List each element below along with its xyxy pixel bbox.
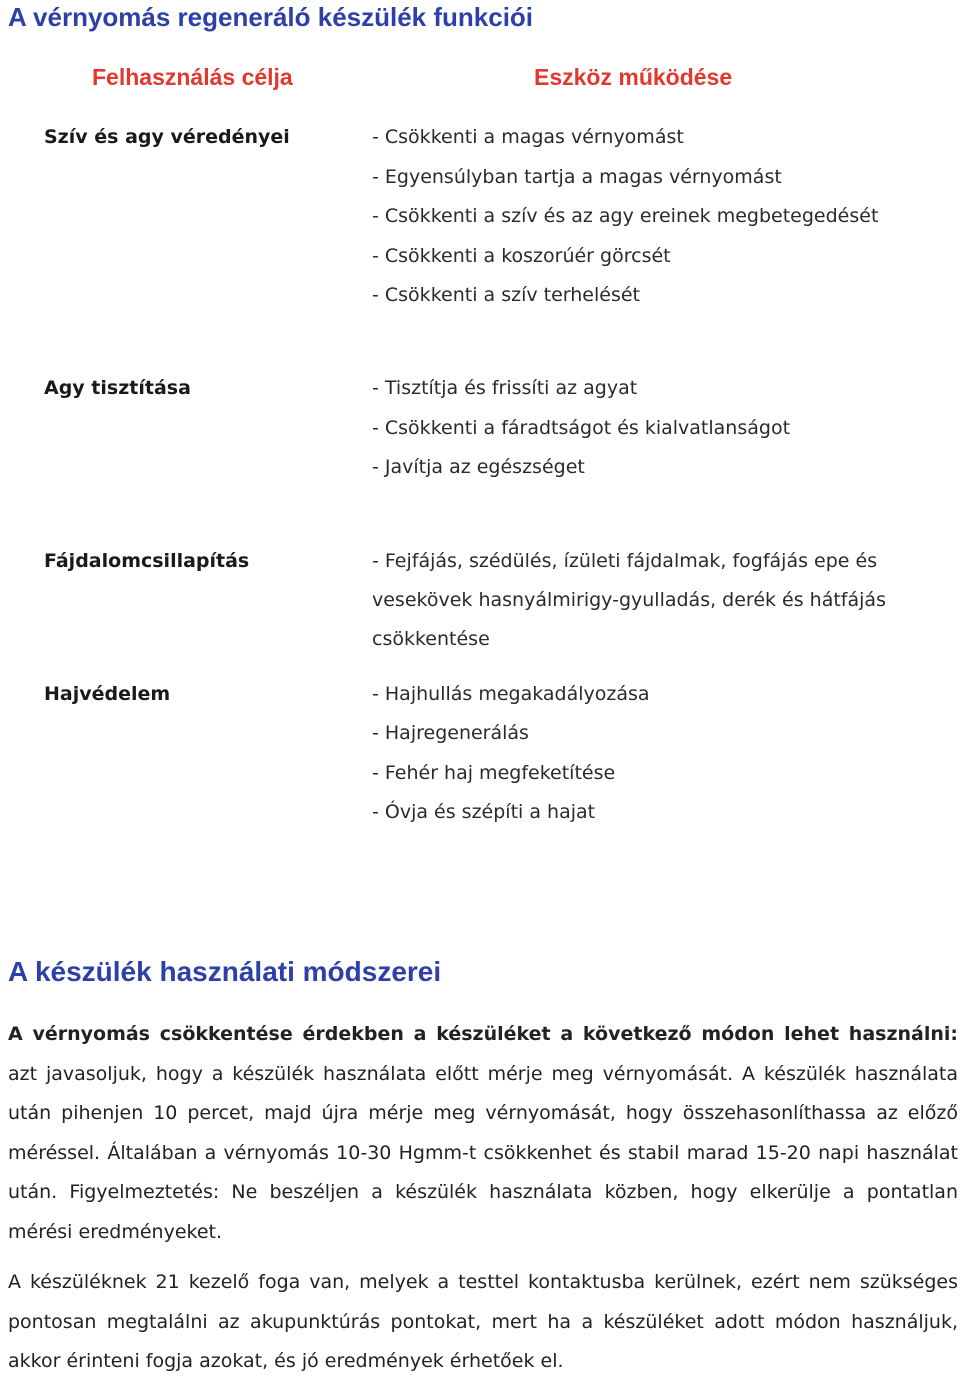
section-title: A készülék használati módszerei bbox=[8, 956, 442, 987]
list-item: - Fejfájás, szédülés, ízületi fájdalmak, fogfájás epe és bbox=[372, 550, 878, 572]
category-heart-brain: Szív és agy véredényei bbox=[44, 126, 290, 148]
column-header-function: Eszköz működése bbox=[534, 64, 733, 90]
list-item: - Óvja és szépíti a hajat bbox=[372, 801, 596, 823]
list-item: - Hajregenerálás bbox=[372, 722, 529, 744]
list-item: - Hajhullás megakadályozása bbox=[372, 683, 650, 705]
list-item: vesekövek hasnyálmirigy-gyulladás, derék és hátfájás bbox=[372, 589, 886, 611]
list-item: - Csökkenti a koszorúér görcsét bbox=[372, 245, 671, 267]
category-pain-relief: Fájdalomcsillapítás bbox=[44, 550, 250, 572]
category-hair-protection: Hajvédelem bbox=[44, 683, 171, 705]
category-brain-cleansing: Agy tisztítása bbox=[44, 377, 191, 399]
list-item: - Javítja az egészséget bbox=[372, 456, 585, 478]
list-item: - Fehér haj megfeketítése bbox=[372, 762, 616, 784]
list-item: - Csökkenti a magas vérnyomást bbox=[372, 126, 684, 148]
usage-paragraph-2: A készüléknek 21 kezelő foga van, melyek a testtel kontaktusba kerülnek, ezért nem szükséges pontosan megtalálni az akupunktúrás pontokat, mert ha a készüléket adott módon használjuk, akkor érinteni fogja azokat, és jó eredmények érhetőek el. bbox=[8, 1271, 958, 1373]
usage-paragraph-1 bbox=[8, 1015, 958, 1253]
list-item: - Egyensúlyban tartja a magas vérnyomást bbox=[372, 166, 782, 188]
list-item: - Csökkenti a szív terhelését bbox=[372, 284, 640, 306]
list-item: - Csökkenti a szív és az agy ereinek megbetegedését bbox=[372, 205, 879, 227]
list-item: - Csökkenti a fáradtságot és kialvatlanságot bbox=[372, 417, 791, 439]
usage-paragraph-1-body: azt javasoljuk, hogy a készülék használata előtt mérje meg vérnyomását. A készülék használata után pihenjen 10 percet, majd újra mérje meg vérnyomását, hogy összehasonlíthassa az előző méréssel. Általában a vérnyomás 10-30 Hgmm-t csökkenhet és stabil marad 15-20 napi használat után. Figyelmeztetés: Ne beszéljen a készülék használata közben, hogy elkerülje a pontatlan mérési eredményeket. bbox=[8, 1062, 958, 1243]
usage-paragraph-1-lead: A vérnyomás csökkentése érdekben a készüléket a következő módon lehet használni: bbox=[8, 1023, 958, 1045]
column-header-purpose: Felhasználás célja bbox=[92, 64, 293, 90]
list-item: csökkentése bbox=[372, 628, 490, 650]
list-item: - Tisztítja és frissíti az agyat bbox=[372, 377, 638, 399]
page-title: A vérnyomás regeneráló készülék funkciói bbox=[8, 2, 534, 32]
